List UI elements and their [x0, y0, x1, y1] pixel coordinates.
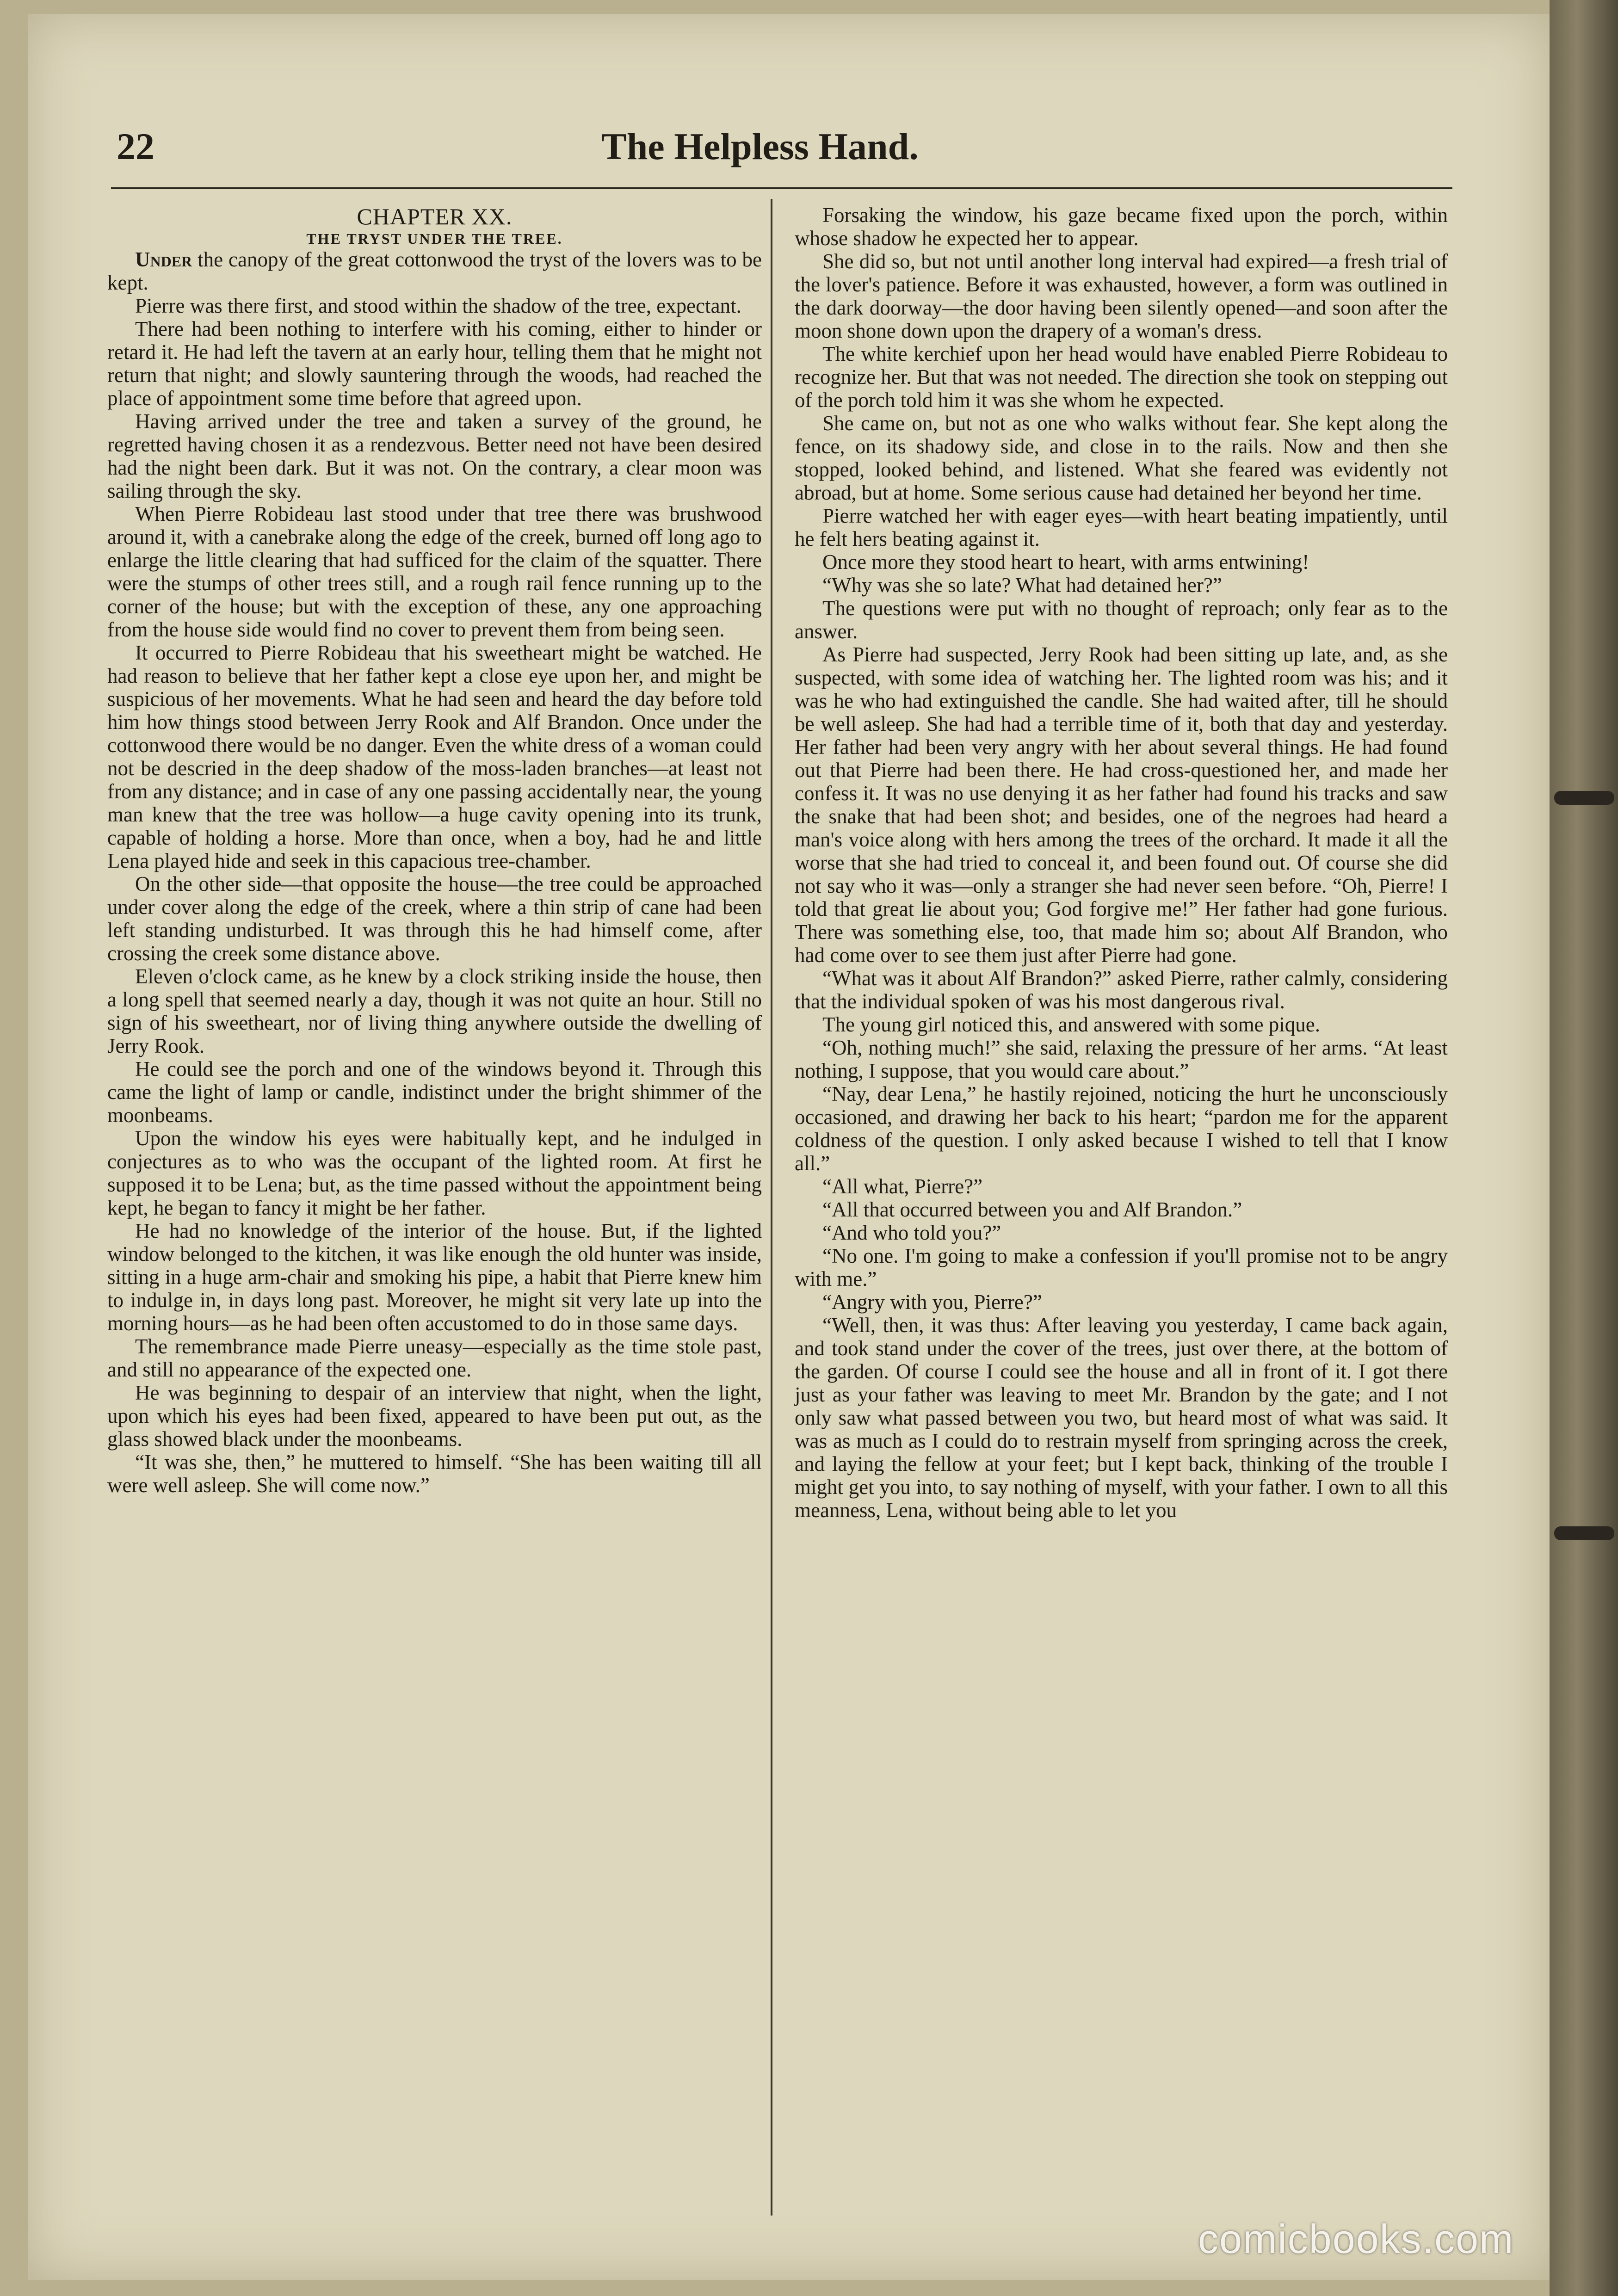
- paragraph: “Oh, nothing much!” she said, relaxing the pressure of her arms. “At least nothing, I suppose, that you would care about.”: [795, 1036, 1448, 1082]
- paragraph: On the other side—that opposite the house—the tree could be approached under cover along the edge of the creek, where a thin strip of cane had been left standing undisturbed. It was through this he had himself come, after crossing the creek some distance above.: [107, 872, 762, 965]
- paragraph: “All that occurred between you and Alf Brandon.”: [822, 1198, 1242, 1221]
- paragraph: He could see the porch and one of the windows beyond it. Through this came the light of lamp or candle, indistinct under the bright shimmer of the moonbeams.: [107, 1057, 762, 1127]
- paragraph: The young girl noticed this, and answered with some pique.: [822, 1013, 1321, 1036]
- paragraph: The white kerchief upon her head would have enabled Pierre Robideau to recognize her. But that was not needed. The direction she took on stepping out of the porch told him it was she whom he expected.: [795, 342, 1448, 412]
- paragraph: When Pierre Robideau last stood under that tree there was brushwood around it, with a canebrake along the edge of the creek, burned off long ago to enlarge the little clearing that had sufficed for the claim of the squatter. There were the stumps of other trees still, and a rough rail fence running up to the corner of the house; but with the exception of these, any one approaching from the house side would find no cover to prevent them from being seen.: [107, 502, 762, 641]
- paragraph: Forsaking the window, his gaze became fixed upon the porch, within whose shadow he expected her to appear.: [795, 204, 1448, 250]
- paragraph: “Why was she so late? What had detained her?”: [822, 574, 1222, 597]
- binding-staple: [1554, 1526, 1614, 1540]
- paragraph: Upon the window his eyes were habitually kept, and he indulged in conjectures as to who was the occupant of the lighted room. At first he supposed it to be Lena; but, as the time passed without the appointment being kept, he began to fancy it might be her father.: [107, 1127, 762, 1219]
- paragraph: Once more they stood heart to heart, with arms entwining!: [822, 550, 1309, 574]
- paragraph: “Nay, dear Lena,” he hastily rejoined, noticing the hurt he unconsciously occasioned, and drawing her back to his heart; “pardon me for the apparent coldness of the question. I only asked because I wished to tell that I know all.”: [795, 1082, 1448, 1175]
- paragraph: “Angry with you, Pierre?”: [822, 1290, 1042, 1314]
- column-divider: [771, 199, 772, 2216]
- paragraph: “What was it about Alf Brandon?” asked Pierre, rather calmly, considering that the individual spoken of was his most dangerous rival.: [795, 967, 1448, 1013]
- chapter-title: CHAPTER XX.: [357, 204, 513, 229]
- paragraph: There had been nothing to interfere with his coming, either to hinder or retard it. He had left the tavern at an early hour, telling them that he might not return that night; and slowly sauntering through the woods, had reached the place of appointment some time before that agreed upon.: [107, 317, 762, 410]
- paragraph: He was beginning to despair of an interview that night, when the light, upon which his eyes had been fixed, appeared to have been put out, as the glass showed black under the moonbeams.: [107, 1381, 762, 1450]
- paragraph: The remembrance made Pierre uneasy—especially as the time stole past, and still no appearance of the expected one.: [107, 1335, 762, 1381]
- header-rule: [111, 187, 1452, 189]
- paragraph: He had no knowledge of the interior of the house. But, if the lighted window belonged to the kitchen, it was like enough the old hunter was inside, sitting in a huge arm-chair and smoking his pipe, a habit that Pierre knew him to indulge in, in days long past. Moreover, he might sit very late up into the morning hours—as he had been often accustomed to do in those same days.: [107, 1219, 762, 1335]
- watermark: comicbooks.com: [1198, 2216, 1514, 2262]
- drop-lead-word: Under: [135, 248, 192, 271]
- left-column: [107, 204, 762, 1497]
- paragraph: It occurred to Pierre Robideau that his sweetheart might be watched. He had reason to believe that her father kept a close eye upon her, and might be suspicious of her movements. What he had seen and heard the day before told him how things stood between Jerry Rook and Alf Brandon. Once under the cottonwood there would be no danger. Even the white dress of a woman could not be descried in the deep shadow of the moss-laden branches—at least not from any distance; and in case of any one passing accidentally near, the young man knew that the tree was hollow—a huge cavity opening into its trunk, capable of holding a horse. More than once, when a boy, had he and little Lena played hide and seek in this capacious tree-chamber.: [107, 641, 762, 872]
- binding-staple: [1554, 791, 1614, 805]
- paragraph: Eleven o'clock came, as he knew by a clock striking inside the house, then a long spell that seemed nearly a day, though it was not quite an hour. Still no sign of his sweetheart, nor of living thing anywhere outside the dwelling of Jerry Rook.: [107, 965, 762, 1057]
- paragraph: She did so, but not until another long interval had expired—a fresh trial of the lover's patience. Before it was exhausted, however, a form was outlined in the dark doorway—the door having been silently opened—and soon after the moon shone down upon the drapery of a woman's dress.: [795, 250, 1448, 342]
- paragraph: Having arrived under the tree and taken a survey of the ground, he regretted having chosen it as a rendezvous. Better need not have been desired had the night been dark. But it was not. On the contrary, a clear moon was sailing through the sky.: [107, 410, 762, 502]
- paragraph: Pierre was there first, and stood within the shadow of the tree, expectant.: [135, 294, 741, 317]
- paragraph: As Pierre had suspected, Jerry Rook had been sitting up late, and, as she suspected, with some idea of watching her. The lighted room was his; and it was he who had extinguished the candle. She had waited after, till he should be well asleep. She had had a terrible time of it, both that day and yesterday. Her father had been very angry with her about several things. He had found out that Pierre had been there. He had cross-questioned her, and made her confess it. It was no use denying it as her father had found his tracks and saw the snake that had been shot; and besides, one of the negroes had heard a man's voice along with hers among the trees of the orchard. It made it all the worse that she had tried to conceal it, and been found out. Of course she did not say who it was—only a stranger she had never seen before. “Oh, Pierre! I told that great lie about you; God forgive me!” Her father had gone furious. There was something else, too, that made him so; about Alf Brandon, who had come over to see them just after Pierre had gone.: [795, 643, 1448, 967]
- running-title: The Helpless Hand.: [601, 125, 919, 167]
- chapter-subtitle: THE TRYST UNDER THE TREE.: [306, 230, 563, 247]
- paragraph: Pierre watched her with eager eyes—with heart beating impatiently, until he felt hers beating against it.: [795, 504, 1448, 550]
- paragraph: “No one. I'm going to make a confession if you'll promise not to be angry with me.”: [795, 1244, 1448, 1290]
- paragraph: “It was she, then,” he muttered to himself. “She has been waiting till all were well asleep. She will come now.”: [107, 1450, 762, 1497]
- page-header: [0, 125, 1480, 180]
- page-number: 22: [117, 125, 154, 167]
- paragraph: “All what, Pierre?”: [822, 1175, 983, 1198]
- paragraph: Under the canopy of the great cottonwood the tryst of the lovers was to be kept.: [107, 248, 762, 294]
- paragraph: The questions were put with no thought of reproach; only fear as to the answer.: [795, 597, 1448, 643]
- right-column: [795, 204, 1448, 1522]
- binding-spine: [1550, 0, 1618, 2296]
- paragraph: “And who told you?”: [822, 1221, 1001, 1244]
- paragraph: She came on, but not as one who walks without fear. She kept along the fence, on its shadowy side, and close in to the rails. Now and then she stopped, looked behind, and listened. What she feared was evidently not abroad, but at home. Some serious cause had detained her beyond her time.: [795, 412, 1448, 504]
- paragraph: “Well, then, it was thus: After leaving you yesterday, I came back again, and took stand under the cover of the trees, just over there, at the bottom of the garden. Of course I could see the house and all in front of it. I got there just as your father was leaving to meet Mr. Brandon by the gate; and I not only saw what passed between you two, but heard most of what was said. It was as much as I could do to restrain myself from springing across the creek, and laying the fellow at your feet; but I kept back, thinking of the trouble I might get you into, to say nothing of myself, with your father. I own to all this meanness, Lena, without being able to let you: [795, 1314, 1448, 1522]
